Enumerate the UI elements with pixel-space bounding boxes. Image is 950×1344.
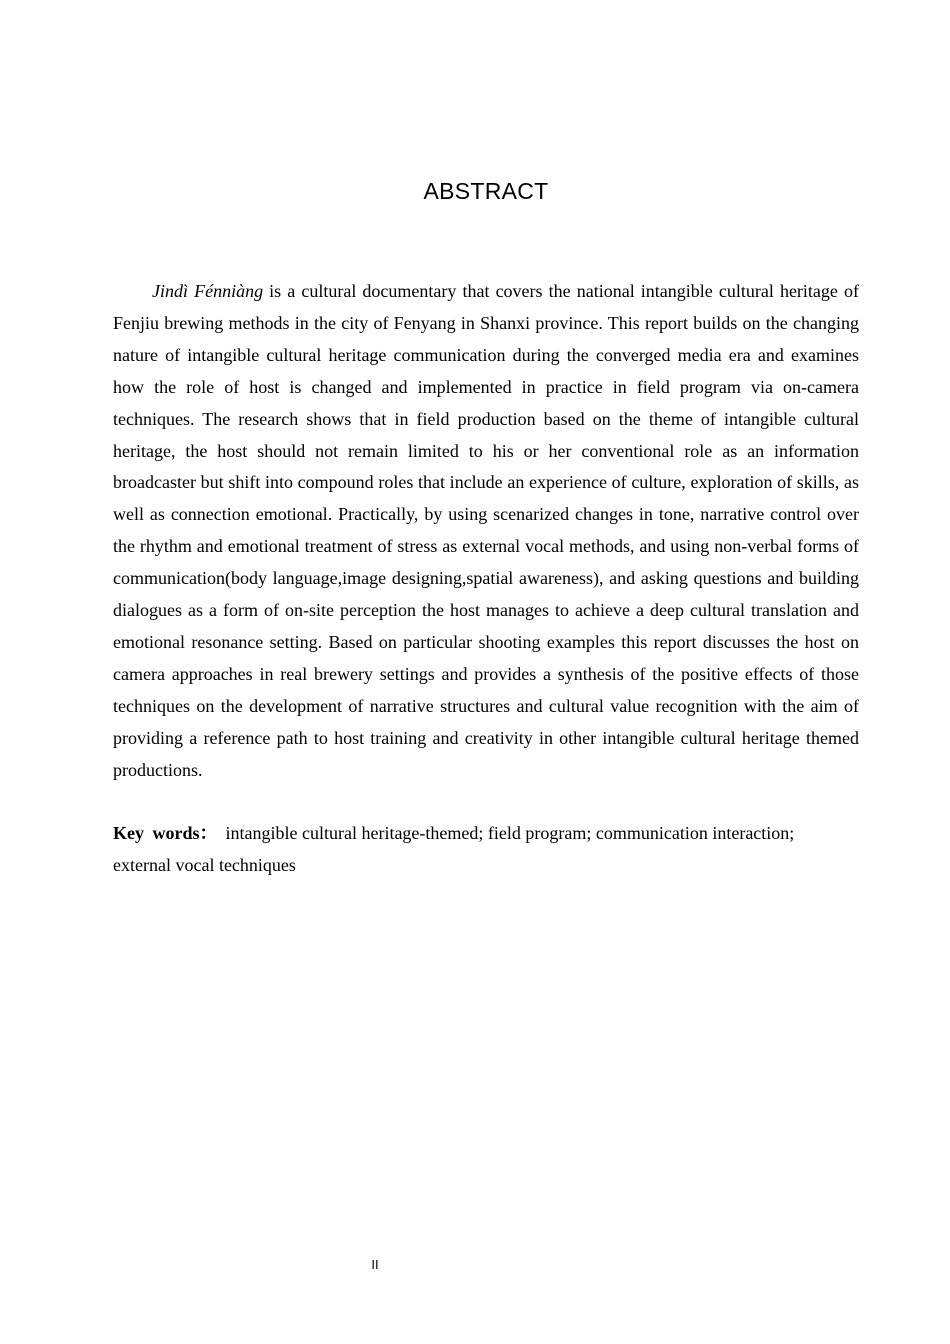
page-number: II <box>371 1257 379 1272</box>
abstract-body-text: is a cultural documentary that covers the national intangible cultural heritage of Fenjiu brewing methods in the city of Fenyang in Shanxi province. This report builds on the changing nature of intangible cultural heritage communication during the converged media era and examines how the role of host is changed and implemented in practice in field program via on-camera techniques. The research shows that in field production based on the theme of intangible cultural heritage, the host should not remain limited to his or her conventional role as an information broadcaster but shift into compound roles that include an experience of culture, exploration of skills, as well as connection emotional. Practically, by using scenarized changes in tone, narrative control over the rhythm and emotional treatment of stress as external vocal methods, and using non-verbal forms of communication(body language,image designing,spatial awareness), and asking questions and building dialogues as a form of on-site perception the host manages to achieve a deep cultural translation and emotional resonance setting. Based on particular shooting examples this report discusses the host on camera approaches in real brewery settings and provides a synthesis of the positive effects of those techniques on the development of narrative structures and cultural value recognition with the aim of providing a reference path to host training and creativity in other intangible cultural heritage themed productions. <box>113 281 859 780</box>
keywords-label: Key words <box>113 823 200 843</box>
documentary-title: Jindì Fénniàng <box>152 281 264 301</box>
keywords-separator: ： <box>199 823 218 843</box>
keywords-section <box>113 818 859 882</box>
keywords-line-2: external vocal techniques <box>113 854 296 875</box>
abstract-paragraph <box>113 276 859 787</box>
keywords-line-1: intangible cultural heritage-themed; field program; communication interaction; <box>225 823 795 843</box>
abstract-title: ABSTRACT <box>423 178 549 204</box>
